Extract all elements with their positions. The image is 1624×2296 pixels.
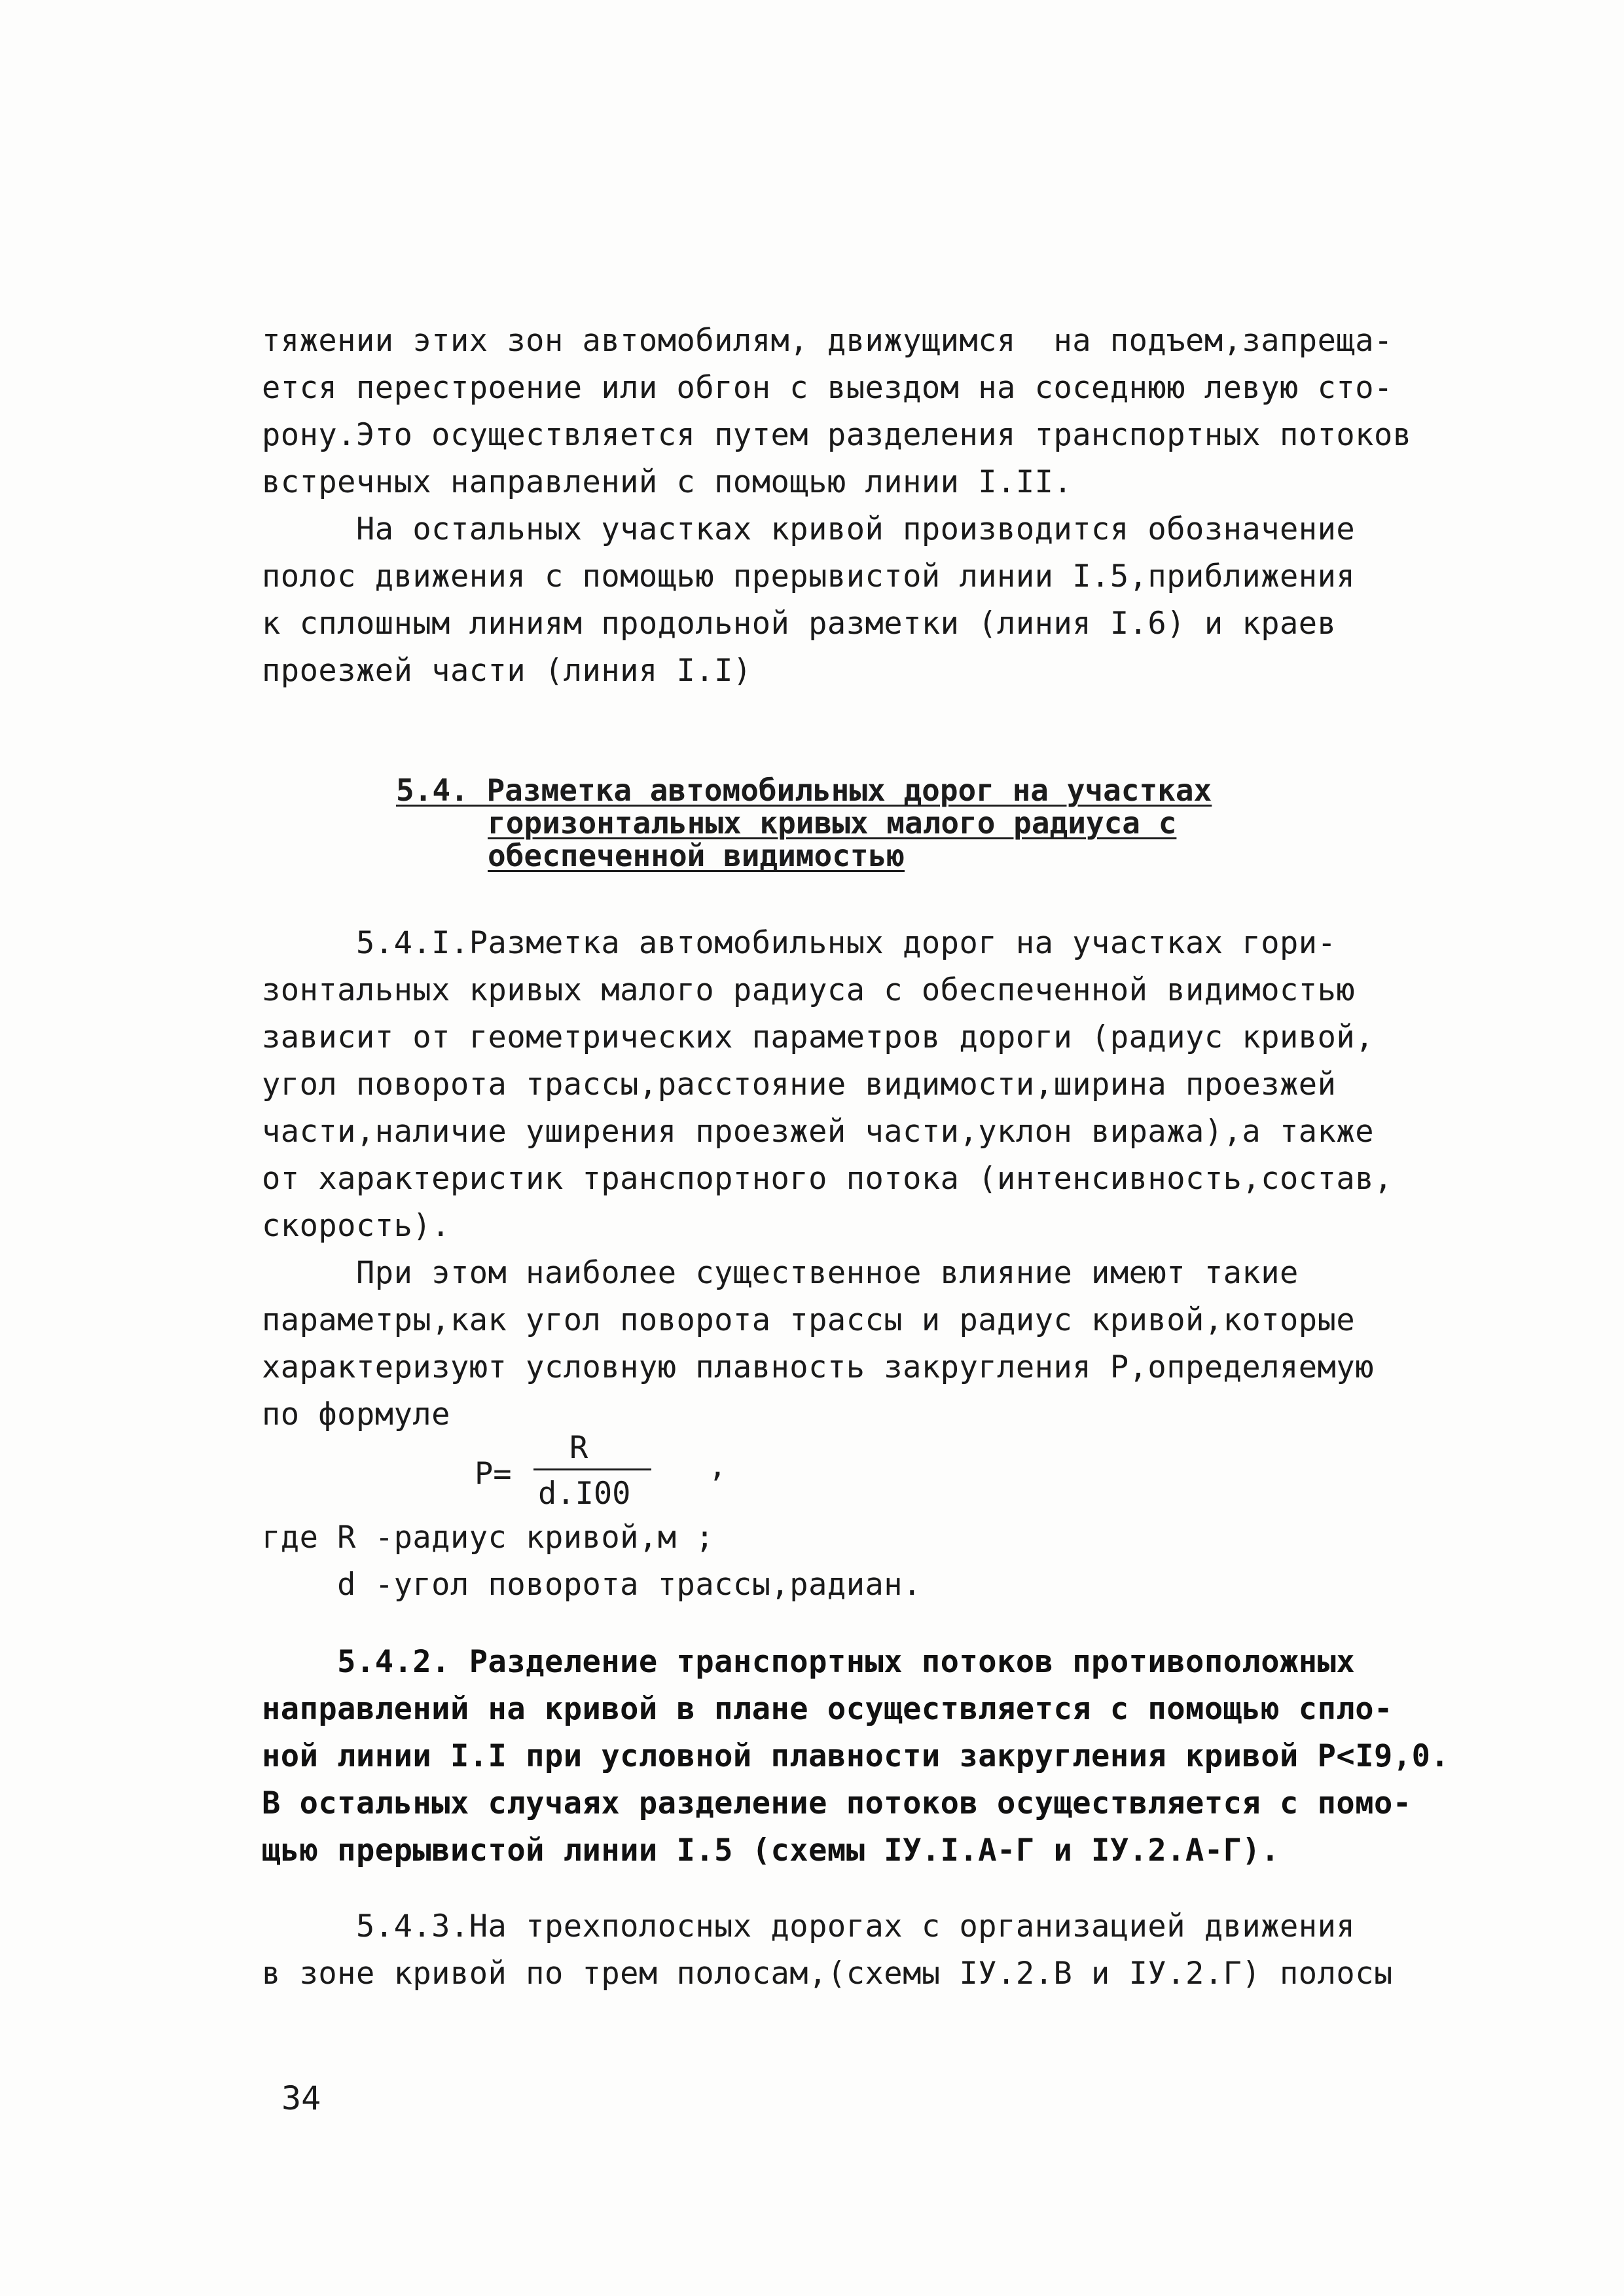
text-line: скорость). [262,1208,450,1244]
text-line: зонтальных кривых малого радиуса с обеспеченной видимостью [262,972,1356,1008]
heading-line: обеспеченной видимостью [488,838,905,873]
text-line: тяжении этих зон автомобилям, движущимся на подъем,запреща- [262,323,1393,359]
text-line: зависит от геометрических параметров дороги (радиус кривой, [262,1019,1374,1055]
text-line: в зоне кривой по трем полосам,(схемы IУ.2.В и IУ.2.Г) полосы [262,1956,1393,1992]
text-line: характеризуют условную плавность закругления Р,определяемую [262,1349,1374,1385]
text-line: При этом наиболее существенное влияние имеют такие [262,1255,1299,1291]
formula-lhs: P= [475,1456,512,1492]
text-line: параметры,как угол поворота трассы и радиус кривой,которые [262,1302,1356,1338]
text-line: по формуле [262,1396,450,1432]
text-line: 5.4.2. Разделение транспортных потоков противоположных [262,1644,1356,1680]
text-line: встречных направлений с помощью линии I.II. [262,464,1073,500]
text-line: части,наличие уширения проезжей части,уклон виража),а также [262,1114,1374,1150]
text-line: ется перестроение или обгон с выездом на соседнюю левую сто- [262,370,1393,406]
text-line: от характеристик транспортного потока (интенсивность,состав, [262,1161,1393,1197]
text-line: к сплошным линиям продольной разметки (линия I.6) и краев [262,606,1337,642]
text-line: d -угол поворота трассы,радиан. [262,1567,922,1603]
page-number: 34 [281,2079,321,2117]
heading-line: 5.4. Разметка автомобильных дорог на участках [396,773,1212,808]
text-line: 5.4.I.Разметка автомобильных дорог на участках гори- [262,925,1337,961]
text-line: где R -радиус кривой,м ; [262,1520,715,1556]
heading-line: горизонтальных кривых малого радиуса с [488,805,1177,841]
text-line: полос движения с помощью прерывистой линии I.5,приближения [262,558,1356,594]
text-line: рону.Это осуществляется путем разделения транспортных потоков [262,417,1412,453]
formula-denominator: d.I00 [538,1476,631,1512]
text-line: проезжей части (линия I.I) [262,653,752,689]
text-line: угол поворота трассы,расстояние видимости,ширина проезжей [262,1066,1337,1102]
formula-comma: , [708,1448,727,1484]
text-line: направлений на кривой в плане осуществляется с помощью спло- [262,1691,1393,1727]
text-line: 5.4.3.На трехполосных дорогах с организацией движения [262,1908,1356,1944]
text-line: В остальных случаях разделение потоков осуществляется с помо- [262,1785,1412,1821]
formula-numerator: R [569,1430,588,1466]
text-line: На остальных участках кривой производится обозначение [262,511,1356,547]
fraction-bar [533,1468,651,1470]
text-line: щью прерывистой линии I.5 (схемы IУ.I.А-Г и IУ.2.А-Г). [262,1832,1280,1868]
text-line: ной линии I.I при условной плавности закругления кривой P<I9,0. [262,1738,1450,1774]
